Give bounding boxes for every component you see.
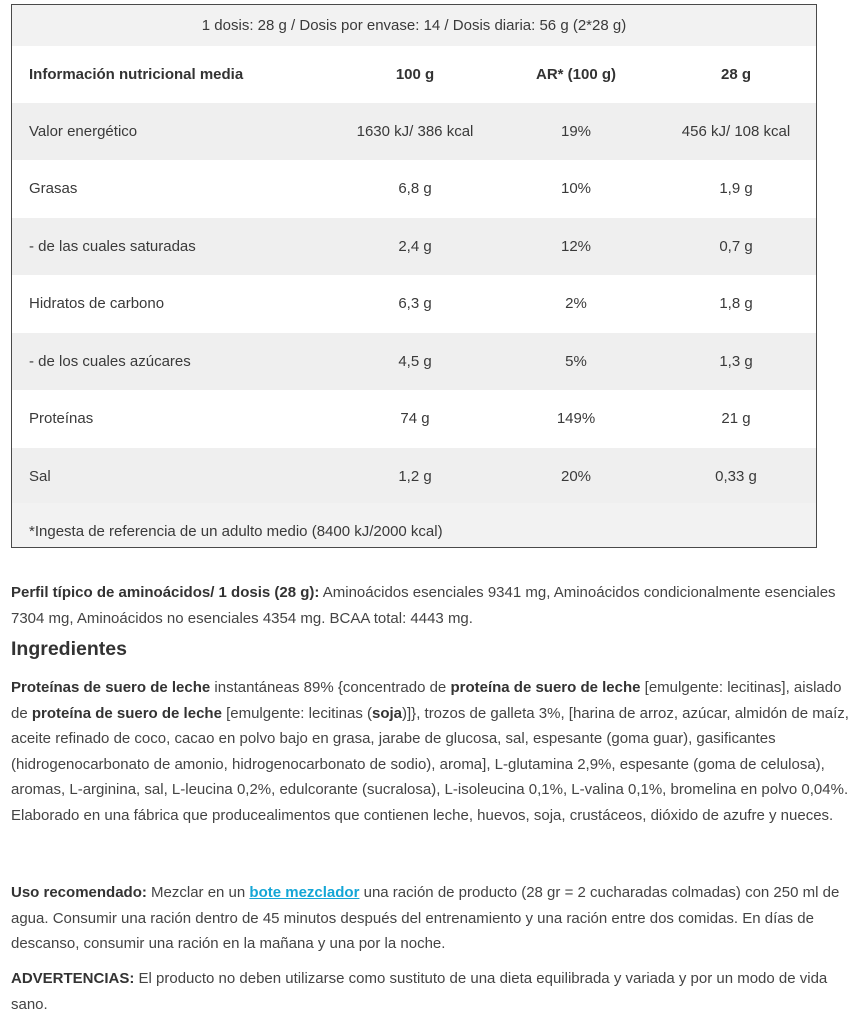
table-row [12,333,816,390]
row-100g: 4,5 g [398,353,432,370]
usage-text: Mezclar en un [146,884,250,901]
amino-profile [11,580,861,631]
shaker-link[interactable]: bote mezclador [249,884,360,901]
row-label: - de los cuales azúcares [29,353,191,370]
row-ar: 149% [556,410,596,427]
row-ar: 5% [565,353,587,370]
row-28g: 0,33 g [715,468,757,485]
row-label: Valor energético [29,123,138,140]
header-ar: AR* (100 g) [535,66,617,83]
warnings-text: El producto no deben utilizarse como sustituto de una dieta equilibrada y variada y por un modo de vida sano. [11,970,828,1013]
amino-label: Perfil típico de aminoácidos/ 1 dosis (28 g): [11,584,320,601]
ingredient-text: instantáneas 89% {concentrado de [210,679,451,696]
row-100g: 6,3 g [398,295,432,312]
allergen-soja: soja [372,704,403,722]
row-28g: 1,9 g [719,180,753,197]
table-row [12,275,816,332]
usage-label: Uso recomendado: [11,884,147,901]
header-100g: 100 g [395,66,435,83]
row-label: Grasas [29,180,78,197]
row-ar: 20% [560,468,592,485]
ingredients-text [11,675,861,828]
row-ar: 10% [560,180,592,197]
ingredient-text: [emulgente: lecitinas ( [221,704,372,722]
ingredient-text: [emulgente: lecitinas], aislado de [11,679,842,722]
row-ar: 2% [565,295,587,312]
dose-caption: 1 dosis: 28 g / Dosis por envase: 14 / Dosis diaria: 56 g (2*28 g) [12,5,816,46]
row-28g: 21 g [721,410,751,427]
ingredients-heading: Ingredientes [11,638,127,660]
row-100g: 74 g [400,410,430,427]
ingredient-bold: proteína de suero de leche [450,679,641,696]
row-label: Hidratos de carbono [29,295,165,312]
usage-section [11,880,861,957]
row-ar: 12% [560,238,592,255]
usage-text: una ración de producto (28 gr = 2 cucharadas colmadas) con 250 ml de agua. Consumir una ración dentro de 45 minutos después del entrenamiento y una ración entre dos comidas. En días de descanso, consumir una ración en la mañana y una por la noche. [11,884,840,952]
table-row [12,218,816,275]
table-footnote: *Ingesta de referencia de un adulto medio (8400 kJ/2000 kcal) [12,503,816,548]
row-ar: 19% [560,123,592,140]
ingredient-text: )]}, trozos de galleta 3%, [harina de arroz, azúcar, almidón de maíz, aceite refinado de coco, cacao en polvo bajo en grasa, jarabe de glucosa, sal, espesante (goma guar), gasificantes (hidrogenocarbonato de amonio, hidrogenocarbonato de sodio), aroma], L-glutamina 2,9%, espesante (goma de celulosa), aromas, L-arginina, sal, L-leucina 0,2%, edulcorante (sucralosa), L-isoleucina 0,1%, L-valina 0,1%, bromelina en polvo 0,04%. [11,704,849,798]
factory-notice: Elaborado en una fábrica que producealimentos que contienen leche, huevos, soja, crustáceos, dióxido de azufre y nueces. [11,806,834,824]
row-100g: 1,2 g [398,468,432,485]
amino-text: Aminoácidos esenciales 9341 mg, Aminoácidos condicionalmente esenciales 7304 mg, Aminoácidos no esenciales 4354 mg. BCAA total: 4443 mg. [11,584,836,627]
row-100g: 6,8 g [398,180,432,197]
table-header-row [12,46,816,103]
table-row [12,160,816,217]
row-label: Proteínas [29,410,94,427]
warnings-label: ADVERTENCIAS: [11,970,135,987]
ingredient-bold: Proteínas de suero de leche [11,679,211,696]
header-28g: 28 g [720,66,751,83]
table-row [12,390,816,447]
row-28g: 0,7 g [719,238,753,255]
row-label: Sal [29,468,51,485]
warnings-section [11,966,861,1017]
row-label: - de las cuales saturadas [29,238,196,255]
row-100g: 1630 kJ/ 386 kcal [356,123,474,140]
ingredient-bold: proteína de suero de leche [31,704,222,722]
table-row [12,103,816,160]
row-28g: 1,8 g [719,295,753,312]
row-28g: 456 kJ/ 108 kcal [681,123,791,140]
table-row [12,448,816,505]
header-nutrition: Información nutricional media [29,66,244,83]
nutrition-table [11,4,817,548]
row-100g: 2,4 g [398,238,432,255]
row-28g: 1,3 g [719,353,753,370]
